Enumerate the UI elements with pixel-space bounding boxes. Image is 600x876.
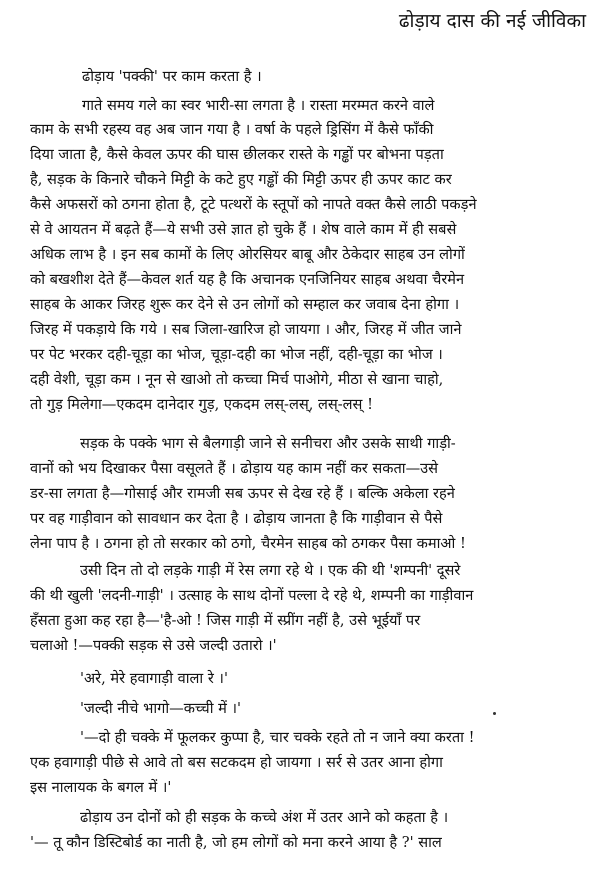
text-line: एक हवागाड़ी पीछे से आवे तो बस सटकदम हो जायगा । सर्र से उतर आना होगा: [30, 754, 443, 771]
text-line: चलाओ !—पक्की सड़क से उसे जल्दी उतारो ।': [30, 637, 277, 654]
text-line: लेना पाप है । ठगना हो तो सरकार को ठगो, चैरमेन साहब को ठगकर पैसा कमाओ !: [30, 535, 466, 552]
text-line: सड़क के पक्के भाग से बैलगाड़ी जाने से सनीचरा और उसके साथी गाड़ी-: [80, 435, 456, 452]
text-line: दही वेशी, चूड़ा कम । नून से खाओ तो कच्चा मिर्च पाओगे, मीठा से खाना चाहो,: [30, 371, 444, 388]
running-head-title: ढोड़ाय दास की नई जीविका: [398, 10, 586, 32]
text-line: गाते समय गले का स्वर भारी-सा लगता है । रास्ता मरम्मत करने वाले: [82, 97, 435, 114]
text-line: को बखशीश देते हैं—केवल शर्त यह है कि अचानक एनजिनियर साहब अथवा चैरमेन: [30, 271, 465, 288]
text-line: है, सड़क के किनारे चौकने मिट्टी के कटे हुए गड्ढों की मिट्टी ऊपर ही ऊपर काट कर: [30, 171, 452, 188]
text-line: पर वह गाड़ीवान को सावधान कर देता है । ढोड़ाय जानता है कि गाड़ीवान से पैसे: [30, 510, 443, 527]
text-line: डर-सा लगता है—गोसाई और रामजी सब ऊपर से देख रहे हैं । बल्कि अकेला रहने: [30, 485, 455, 502]
text-line: जिरह में पकड़ाये कि गये । सब जिला-खारिज हो जायगा । और, जिरह में जीत जाने: [30, 321, 462, 338]
text-line: '— तू कौन डिस्टिबोर्ड का नाती है, जो हम लोगों को मना करने आया है ?' साल: [30, 834, 442, 851]
text-line: इस नालायक के बगल में ।': [30, 779, 172, 796]
text-line: ढोड़ाय 'पक्की' पर काम करता है ।: [82, 68, 262, 85]
text-line: पर पेट भरकर दही-चूड़ा का भोज, चूड़ा-दही का भोज नहीं, दही-चूड़ा का भोज ।: [30, 346, 443, 363]
text-line: दिया जाता है, कैसे केवल ऊपर की घास छीलकर रास्ते के गड्ढों पर बोभना पड़ता: [30, 146, 444, 163]
text-line: वानों को भय दिखाकर पैसा वसूलते हैं । ढोड़ाय यह काम नहीं कर सकता—उसे: [30, 460, 439, 477]
text-line: कैसे अफसरों को ठगना होता है, टूटे पत्थरों के स्तूपों को नापते वक्त कैसे लाठी पकड़ने: [30, 196, 477, 213]
text-line: '—दो ही चक्के में फूलकर कुप्पा है, चार चक्के रहते तो न जाने क्या करता !: [80, 729, 475, 746]
text-line: अधिक लाभ है । इन सब कामों के लिए ओरसियर बाबू और ठेकेदार साहब उन लोगों: [30, 246, 465, 263]
text-line: 'अरे, मेरे हवागाड़ी वाला रे ।': [80, 670, 228, 687]
ink-speck: [493, 712, 496, 715]
text-line: साहब के आकर जिरह शुरू कर देने से उन लोगों को सम्हाल कर जवाब देना होगा ।: [30, 296, 460, 313]
text-line: तो गुड़ मिलेगा—एकदम दानेदार गुड़, एकदम लस्-लस्, लस्-लस् !: [30, 396, 373, 413]
text-line: से वे आयतन में बढ़ते हैं—ये सभी उसे ज्ञात हो चुके हैं । शेष वाले काम में ही सबसे: [30, 221, 457, 238]
text-line: की थी खुली 'लदनी-गाड़ी' । उत्साह के साथ दोनों पल्ला दे रहे थे, शम्पनी का गाड़ीवान: [30, 587, 474, 604]
text-line: काम के सभी रहस्य वह अब जान गया है । वर्षा के पहले ड्रिसिंग में कैसे फाँकी: [30, 121, 434, 138]
text-line: 'जल्दी नीचे भागो—कच्ची में ।': [80, 700, 242, 717]
text-line: उसी दिन तो दो लड़के गाड़ी में रेस लगा रहे थे । एक की थी 'शम्पनी' दूसरे: [80, 562, 461, 579]
text-line: हँसता हुआ कह रहा है—'है-ओ ! जिस गाड़ी में स्प्रींग नहीं है, उसे भूईयाँ पर: [30, 612, 421, 629]
text-line: ढोड़ाय उन दोनों को ही सड़क के कच्चे अंश में उतर आने को कहता है ।: [80, 809, 449, 826]
